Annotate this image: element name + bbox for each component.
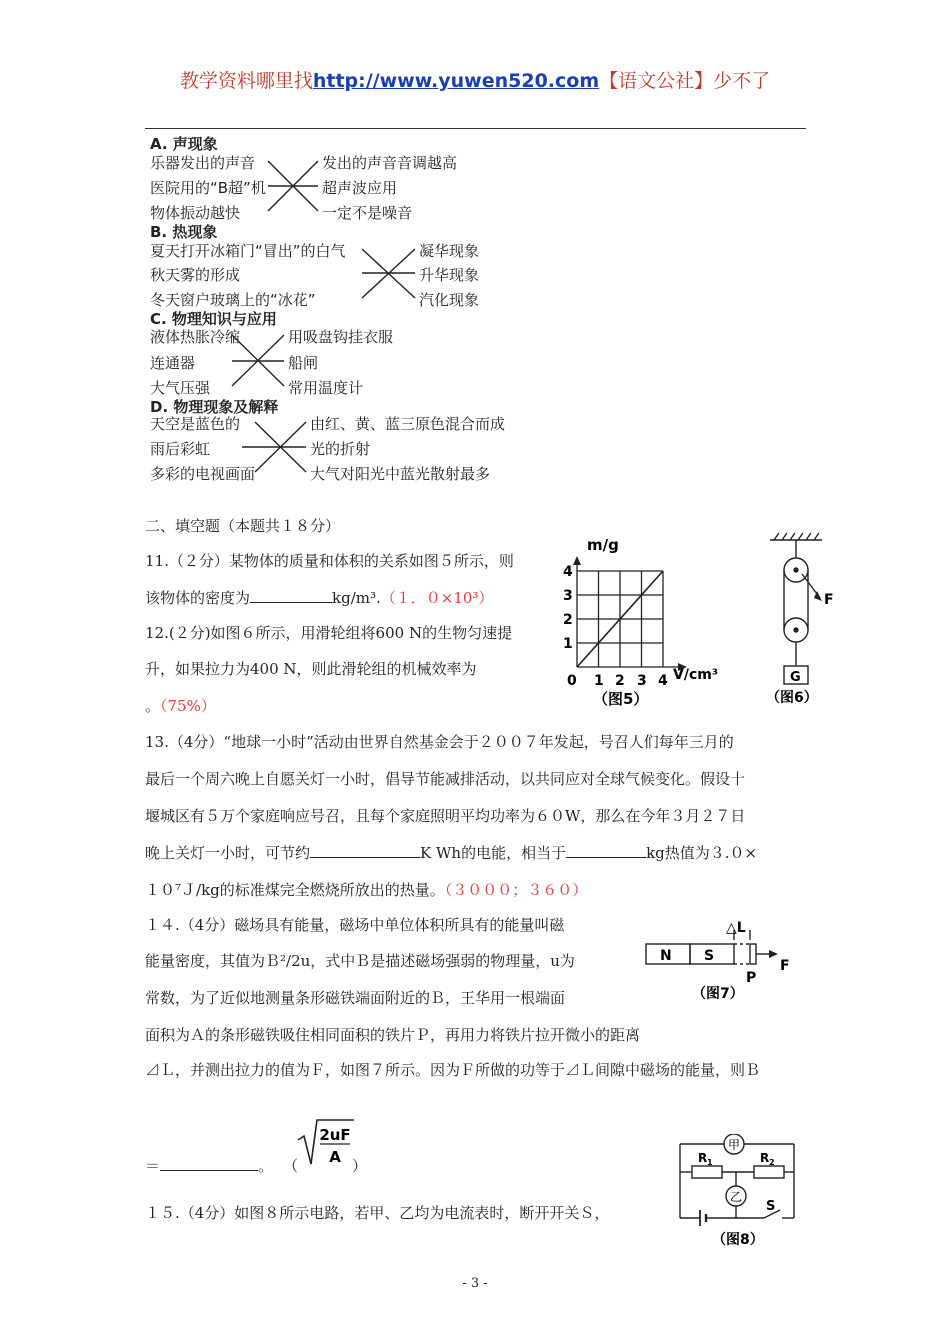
q11-unit: kg/m³. (332, 589, 381, 607)
q14-line5: ⊿Ｌ，并测出拉力的值为Ｆ，如图７所示。因为Ｆ所做的功等于⊿Ｌ间隙中磁场的能量，则Ｂ (145, 1061, 761, 1079)
fig7-arrow (769, 950, 778, 958)
fig5-ytick-4: 4 (563, 564, 573, 580)
q14-ans-den: A (329, 1148, 341, 1166)
fig8-r1-sub: 1 (707, 1158, 713, 1167)
matching-d-title: D. 物理现象及解释 (150, 398, 279, 416)
fig7-pole-n: N (660, 948, 672, 964)
matching-c-right-3: 常用温度计 (288, 379, 364, 397)
matching-b-left-2: 秋天雾的形成 (150, 266, 241, 284)
fig7-plate (750, 944, 756, 964)
matching-a-left-2: 医院用的“B超”机 (150, 179, 266, 197)
matching-b-left-1: 夏天打开冰箱门“冒出”的白气 (150, 242, 346, 260)
q11-line2 (145, 587, 493, 608)
matching-b-title: B. 热现象 (150, 223, 218, 241)
matching-b-right-2: 升华现象 (419, 266, 480, 284)
fig5-ytick-2: 2 (563, 612, 573, 628)
q14-line2: 能量密度，其值为Ｂ²/2u，式中Ｂ是描述磁场强弱的物理量，u为 (145, 952, 575, 970)
matching-d-left-2: 雨后彩虹 (150, 440, 211, 458)
q13-answer: （３０００；３６０） (444, 881, 588, 899)
matching-b-left-3: 冬天窗户玻璃上的“冰花” (150, 291, 316, 309)
fig7-caption: （图7） (692, 986, 744, 1002)
q12-line1: 12.(２分)如图６所示，用滑轮组将600 N的生物匀速提 (145, 624, 513, 642)
fig5-xtick-1: 1 (594, 673, 604, 689)
q13-line5 (145, 879, 587, 900)
page-number: - 3 - (462, 1276, 488, 1291)
matching-a-right-3: 一定不是噪音 (322, 204, 413, 222)
fig5-xtick-4: 4 (658, 673, 668, 689)
fig5-xlabel: V/cm³ (673, 667, 718, 683)
fig5-caption: （图5） (593, 690, 649, 708)
fig6-force: F (824, 592, 834, 608)
matching-a-title: A. 声现象 (150, 135, 218, 153)
fig8-r1 (692, 1166, 722, 1178)
header-suffix: 【语文公社】少不了 (599, 70, 771, 92)
q14-ans-num: 2uF (319, 1126, 351, 1144)
matching-b-right-3: 汽化现象 (419, 291, 480, 309)
fig8-meter2: 乙 (729, 1190, 743, 1204)
matching-a-right-1: 发出的声音音调越高 (322, 154, 458, 172)
q15-line1: １５.（4分）如图８所示电路，若甲、乙均为电流表时，断开开关Ｓ， (145, 1204, 610, 1222)
q13-blank-1[interactable] (310, 843, 420, 858)
q11-blank[interactable] (250, 588, 332, 603)
matching-a-left-1: 乐器发出的声音 (150, 154, 256, 172)
fig6-weight: G (790, 670, 801, 685)
q14-line3: 常数，为了近似地测量条形磁铁端面附近的Ｂ，王华用一根端面 (145, 989, 566, 1007)
fig5-xtick-3: 3 (637, 673, 647, 689)
fig8-r2-sub: 2 (769, 1158, 775, 1167)
q11-line1: 11.（２分）某物体的质量和体积的关系如图５所示，则 (145, 552, 514, 570)
matching-d-left-1: 天空是蓝色的 (150, 415, 241, 433)
fig5-ylabel: m/g (587, 536, 619, 554)
matching-d-right-1: 由红、黄、蓝三原色混合而成 (310, 415, 506, 433)
q13-text-c: kg热值为３.０× (646, 844, 758, 862)
figure-8 (672, 1134, 804, 1252)
header-prefix: 教学资料哪里找 (179, 70, 313, 92)
q14-eq: ＝ (145, 1157, 161, 1175)
matching-c-left-3: 大气压强 (150, 379, 211, 397)
q11-text: 该物体的密度为 (145, 589, 251, 607)
matching-c-title: C. 物理知识与应用 (150, 310, 277, 328)
q14-line4: 面积为Ａ的条形磁铁吸住相同面积的铁片Ｐ，再用力将铁片拉开微小的距离 (145, 1026, 641, 1044)
fig7-gap: △L (726, 920, 746, 936)
fig5-origin: 0 (567, 673, 577, 689)
fig7-pole-s: S (704, 948, 715, 964)
fig5-ytick-3: 3 (563, 588, 573, 604)
fig8-meter1: 甲 (727, 1138, 741, 1152)
fig8-r2 (754, 1166, 784, 1178)
fig8-r2-label: R (760, 1151, 770, 1165)
matching-lines (0, 0, 950, 500)
q12-line3 (145, 695, 216, 716)
q13-line3: 堰城区有５万个家庭响应号召，且每个家庭照明平均功率为６０W，那么在今年３月２７日 (145, 807, 746, 825)
matching-b-right-1: 凝华现象 (419, 242, 480, 260)
fig7-plate-label: P (746, 970, 757, 986)
q14-blank[interactable] (160, 1156, 258, 1171)
fig6-caption: （图6） (766, 690, 818, 706)
q13-line1: 13.（4分）“地球一小时”活动由世界自然基金会于２００７年发起，号召人们每年三月的 (145, 733, 734, 751)
fig5-y-arrow (573, 556, 581, 565)
fig6-ceiling-hatch (774, 533, 819, 540)
matching-c-left-1: 液体热胀冷缩 (150, 328, 241, 346)
q13-line2: 最后一个周六晚上自愿关灯一小时，倡导节能减排活动，以共同应对全球气候变化。假设十 (145, 770, 746, 788)
section-title: 二、填空题（本题共１８分） (145, 517, 341, 535)
header-link[interactable]: http://www.yuwen520.com (312, 70, 600, 92)
q13-text-a: 晚上关灯一小时，可节约 (145, 844, 311, 862)
q14-ans-close: ） (352, 1157, 368, 1175)
fig8-switch: S (766, 1199, 776, 1214)
q12-answer: （75%） (160, 697, 216, 715)
matching-c-right-2: 船闸 (288, 354, 319, 372)
matching-d-right-2: 光的折射 (310, 440, 371, 458)
fig7-force: F (780, 958, 790, 974)
fig8-caption: （图8） (712, 1232, 764, 1248)
q13-line4 (145, 842, 757, 863)
matching-c-right-1: 用吸盘钩挂衣服 (288, 328, 394, 346)
fig5-xtick-2: 2 (615, 673, 625, 689)
figure-6 (762, 528, 842, 712)
q14-period: 。 (258, 1157, 274, 1175)
q13-text-d: １０⁷Ｊ/kg的标准煤完全燃烧所放出的热量。 (145, 881, 445, 899)
q12-period: 。 (145, 697, 161, 715)
q14-line1: １４.（4分）磁场具有能量，磁场中单位体积所具有的能量叫磁 (145, 916, 565, 934)
q13-text-b: K Wh的电能，相当于 (420, 844, 567, 862)
fig5-ytick-1: 1 (563, 636, 573, 652)
q11-answer: （１．０×10³） (380, 589, 494, 607)
fig8-r1-label: R (698, 1151, 708, 1165)
matching-a-left-3: 物体振动越快 (150, 204, 241, 222)
q14-answer-formula (296, 1118, 356, 1170)
q14-answer-line (145, 1155, 273, 1176)
matching-a-right-2: 超声波应用 (322, 179, 398, 197)
q13-blank-2[interactable] (566, 843, 646, 858)
q14-ans-open: （ (283, 1157, 299, 1175)
matching-c-left-2: 连通器 (150, 354, 196, 372)
matching-d-left-3: 多彩的电视画面 (150, 465, 256, 483)
matching-d-right-3: 大气对阳光中蓝光散射最多 (310, 465, 491, 483)
figure-5 (555, 532, 735, 712)
q12-line2: 升，如果拉力为400 N，则此滑轮组的机械效率为 (145, 660, 477, 678)
figure-7 (640, 916, 820, 1010)
